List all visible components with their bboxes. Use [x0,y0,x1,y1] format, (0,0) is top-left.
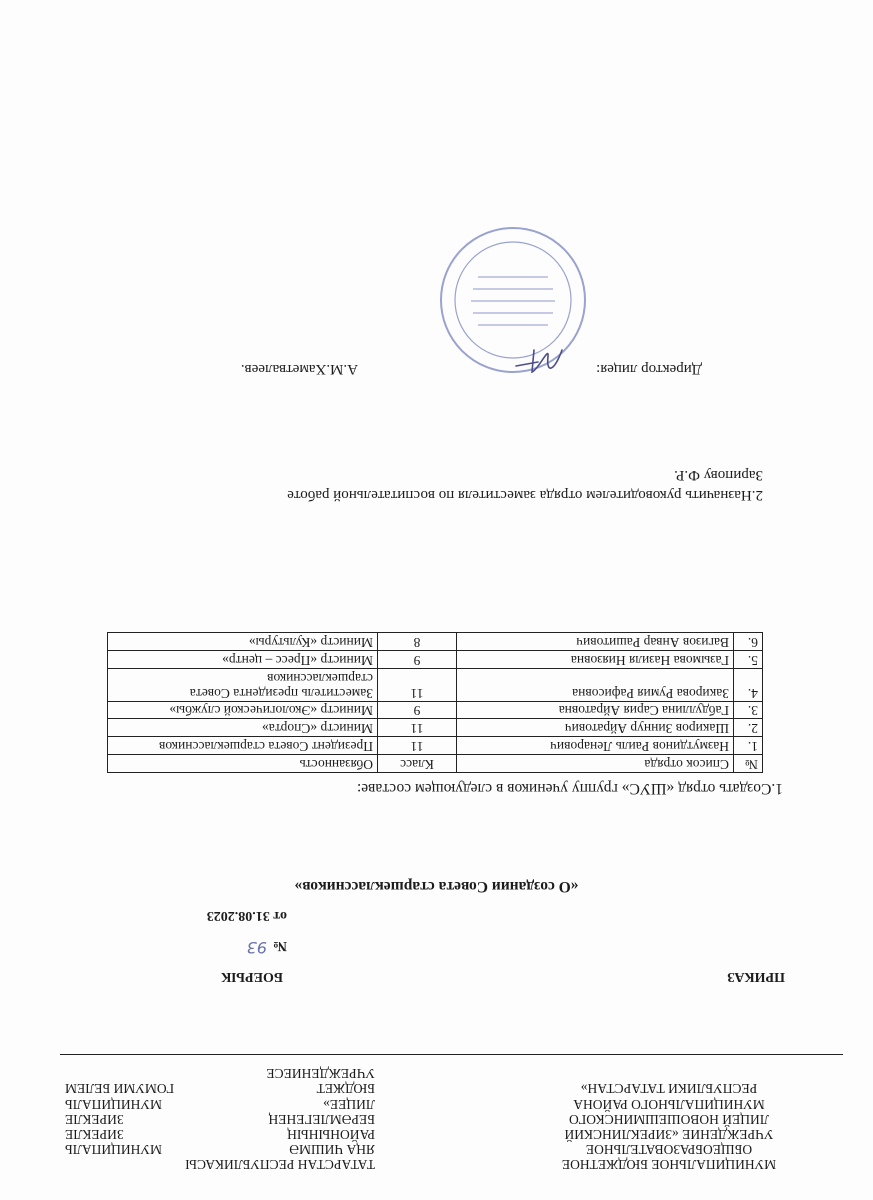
header-right-line [65,1112,375,1127]
table-cell: Закирова Румия Рафисовна [457,668,734,701]
table-cell: Габдуллина Сария Айратовна [457,701,734,719]
table-cell: Министр «Экологической службы» [108,701,378,719]
table-cell: 11 [378,737,457,755]
doc-label-right: БОЕРЫК [221,969,283,984]
header-right-word: РАЙОНЫНЫҢ [287,1126,375,1142]
table-header-cell: Обязанность [108,755,378,773]
header-left-line: МУНИЦИПАЛЬНОГО РАЙОНА [573,1096,765,1112]
table-cell: 9 [378,701,457,719]
table-cell: Президент Совета старшеклассников [108,737,378,755]
order-date: от 31.08.2023 [206,908,287,923]
header-left-org [499,1081,839,1172]
table-cell: Назмутдинов Раиль Ленарович [457,737,734,755]
table-header-cell: Класс [378,755,457,773]
header-right-word: МУНИЦИПАЛЬ [65,1096,162,1112]
header-left-line: УЧРЕЖДЕНИЕ «ЗИРЕКЛИНСКИЙ [564,1126,774,1142]
header-divider [60,1054,843,1055]
header-right-word: БЮДЖЕТ [316,1081,375,1097]
table-row [108,701,763,719]
table-cell: Заместитель президента Совета старшеклассников [108,668,378,701]
table-cell: 6. [734,633,763,651]
header-right-line [65,1096,375,1111]
table-row [108,633,763,651]
header-right-word: ЯҢА ЧИШМӘ [289,1141,375,1157]
table-cell: Газымова Назиля Ниязовна [457,651,734,669]
page-title: «О создании Совета старшеклассников» [294,878,579,895]
header-right-line [65,1127,375,1142]
header-right-word: ЗИРЕКЛЕ [65,1111,124,1127]
paragraph-2-line: Зарипову Ф.Р. [674,466,763,483]
table-cell: 2. [734,719,763,737]
header-right-line [65,1142,375,1157]
header-left-line: РЕСПУБЛИКИ ТАТАРСТАН» [580,1081,758,1097]
director-name: А.М.Хаметвалеев. [240,361,358,377]
header-left-line: ЛИЦЕЙ НОВОШЕШМИНСКОГО [569,1111,769,1127]
header-right-word: ЗИРЕКЛЕ [65,1126,124,1142]
table-row [108,719,763,737]
paragraph-2 [123,465,763,506]
header-right-line: УЧРЕЖДЕНИЕСЕ [266,1066,375,1082]
members-table [107,632,763,773]
table-cell: 3. [734,701,763,719]
header-right-org [65,1066,375,1172]
table-row [108,668,763,701]
header-right-word: ГОМУМИ БЕЛЕМ [65,1081,175,1097]
table-header-cell: Список отряда [457,755,734,773]
header-right-word: МУНИЦИПАЛЬ [65,1141,162,1157]
table-row [108,737,763,755]
header-right-line [65,1081,375,1096]
table-cell: Министр «Культуры» [108,633,378,651]
table-cell: 11 [378,719,457,737]
header-left-line: ОБЩЕОБРАЗОВАТЕЛЬНОЕ [585,1141,753,1157]
header-right-word: БЕРӘМЛЕГЕНЕҢ [268,1111,375,1127]
paragraph-1: 1.Создать отряд «ШУС» группу учеников в следующем составе: [356,780,783,797]
table-header-row [108,755,763,773]
doc-label-left: ПРИКАЗ [727,969,785,984]
table-cell: 11 [378,668,457,701]
paragraph-2-line: 2.Назначить руководителем отряда заместителя по воспитательной работе [287,487,763,503]
table-cell: Министр «Пресс – центр» [108,651,378,669]
table-row [108,651,763,669]
table-cell: 8 [378,633,457,651]
table-cell: 5. [734,651,763,669]
header-right-line: ТАТАРСТАН РЕСПУБЛИКАСЫ [185,1157,375,1172]
table-cell: 9 [378,651,457,669]
table-header-cell: № [734,755,763,773]
handwritten-signature [508,340,568,380]
seal-text-lines [471,277,555,325]
table-cell: Шакиров Зиннур Айратович [457,719,734,737]
table-cell: Министр «Спорта» [108,719,378,737]
header-left-line: МУНИЦИПАЛЬНОЕ БЮДЖЕТНОЕ [561,1157,777,1172]
table-cell: 4. [734,668,763,701]
number-label: № [272,938,287,953]
director-role: Директор лицея: [596,361,702,377]
table-cell: Вагизов Анвар Рашитович [457,633,734,651]
table-cell: 1. [734,737,763,755]
order-number: 93 [246,938,267,957]
header-right-word: ЛИЦЕЕ» [323,1096,375,1112]
